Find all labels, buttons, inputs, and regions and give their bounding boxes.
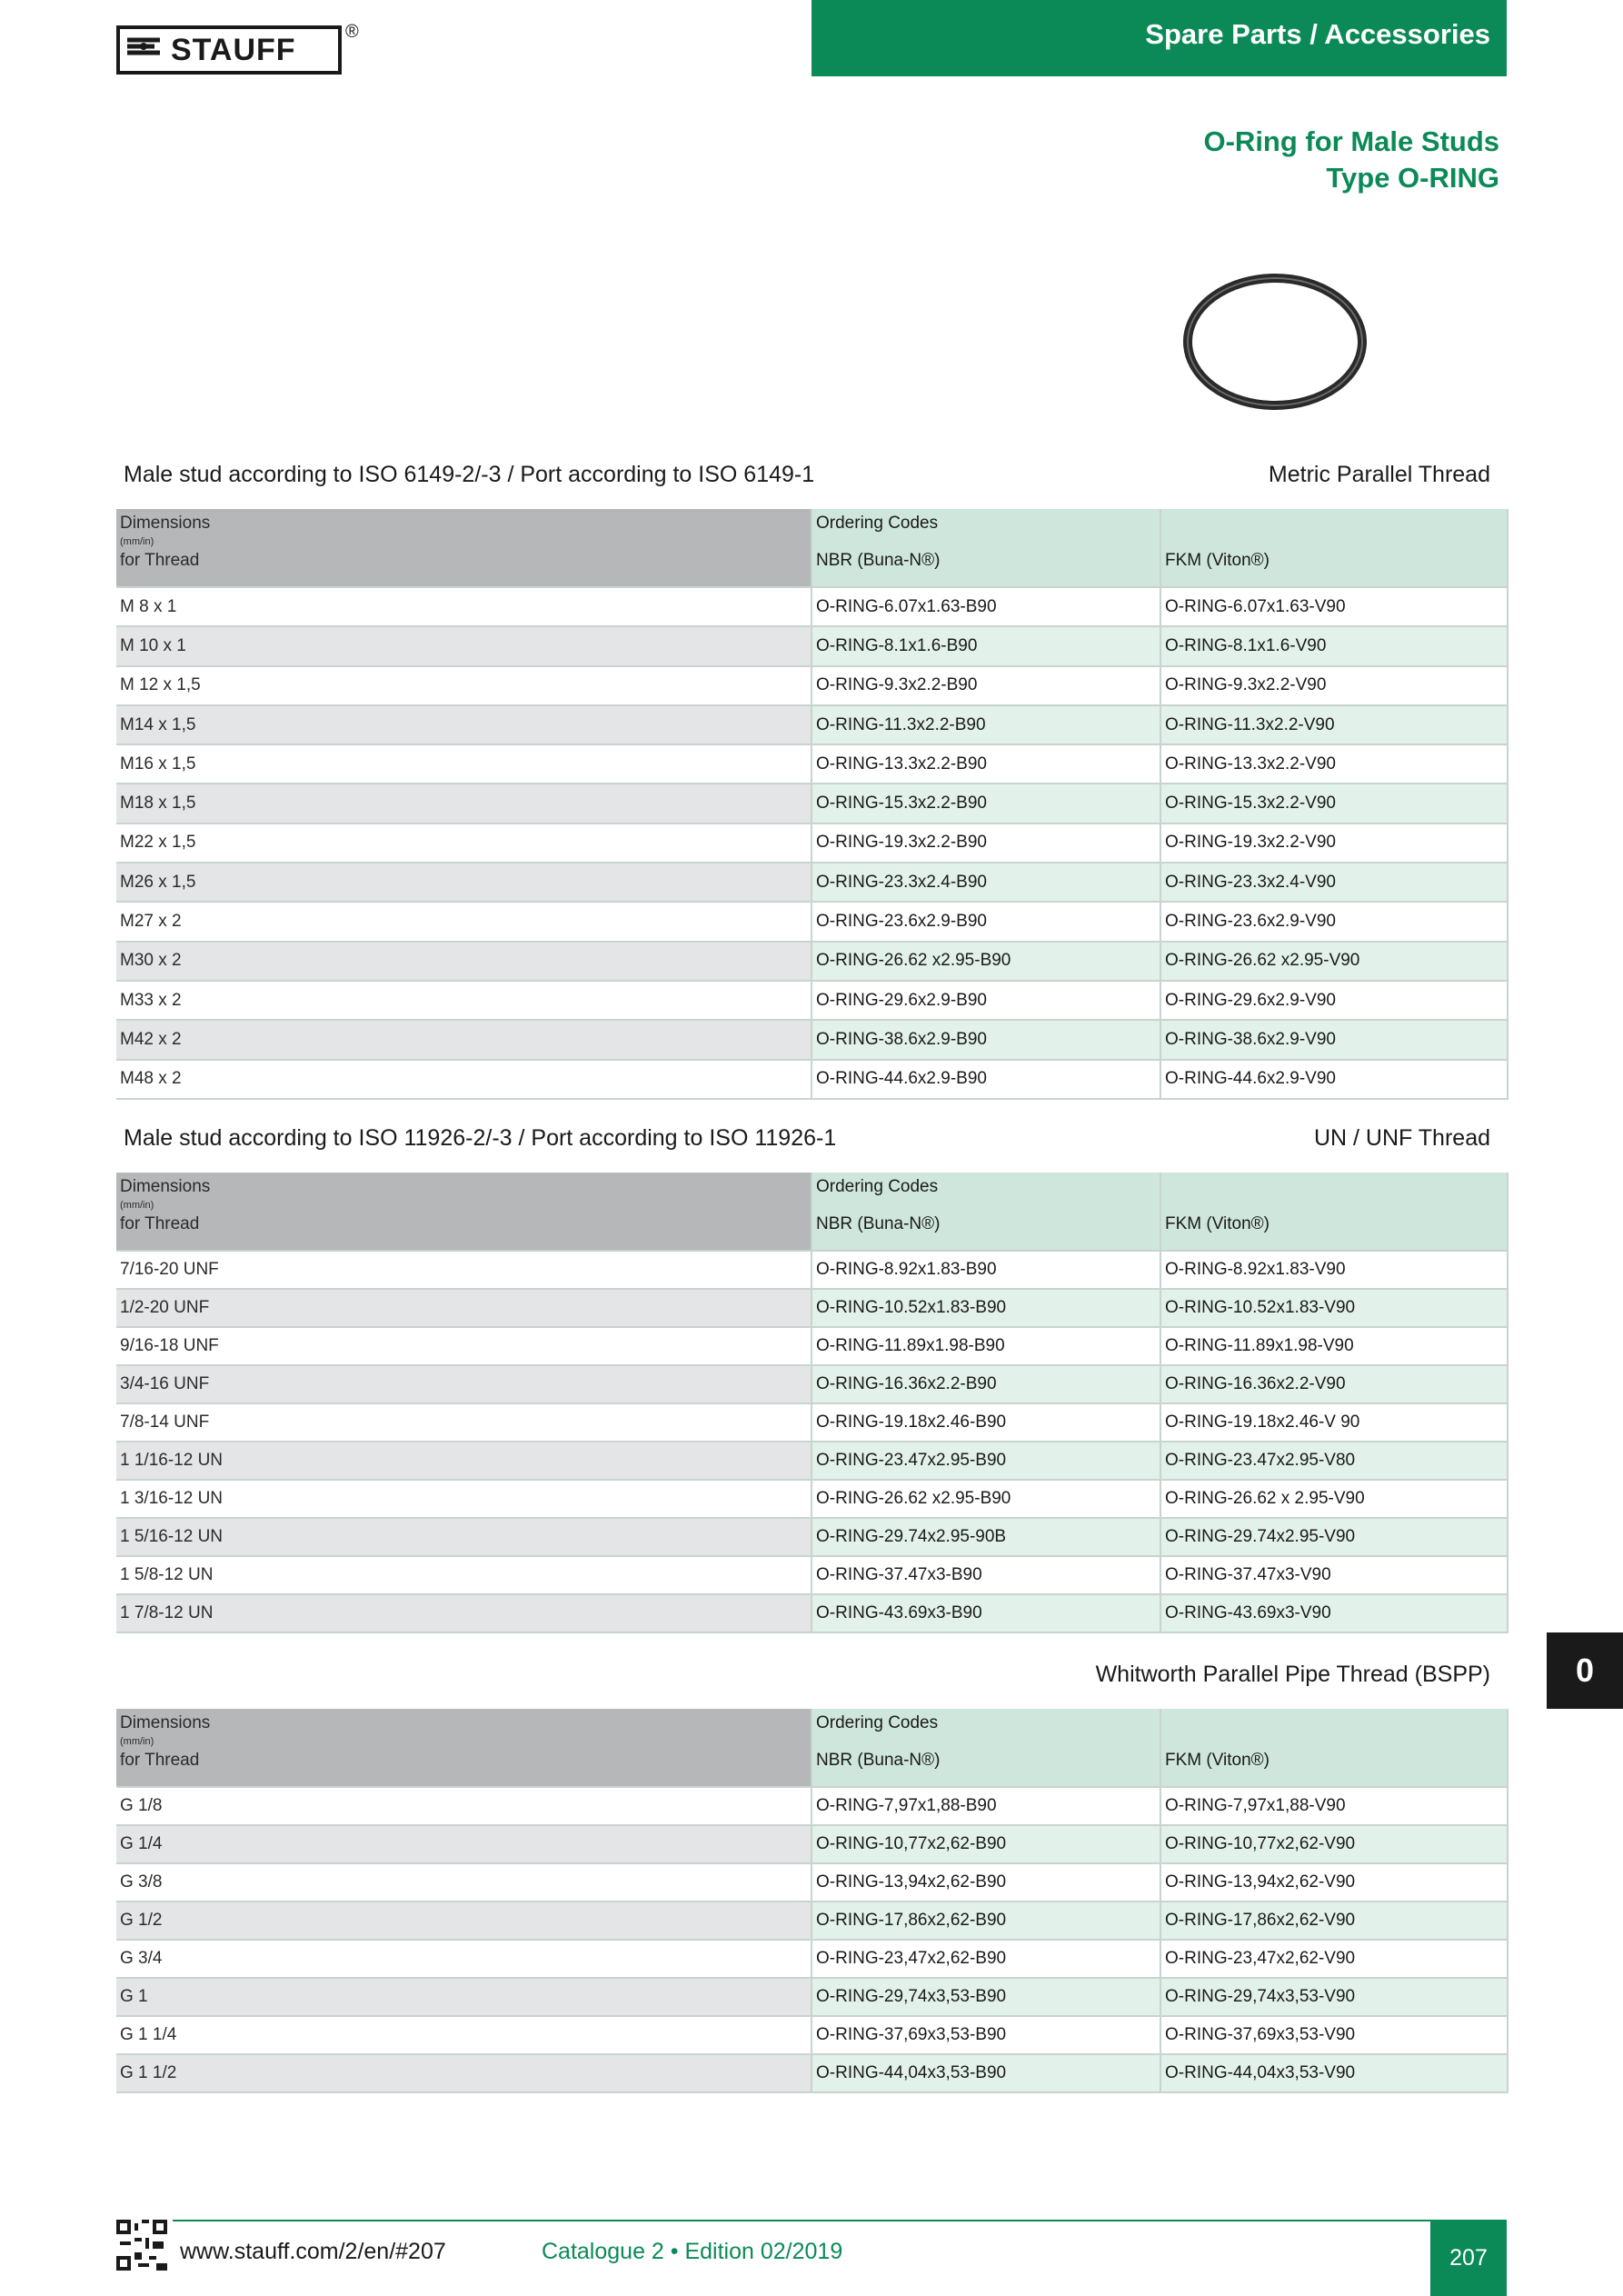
- fkm-code-cell: O-RING-10.52x1.83-V90: [1160, 1289, 1508, 1327]
- thread-size-cell: G 1: [116, 1978, 812, 2016]
- fkm-code-cell: O-RING-13.3x2.2-V90: [1160, 744, 1508, 784]
- thread-size-cell: G 1/8: [116, 1787, 812, 1825]
- fkm-code-cell: O-RING-11.89x1.98-V90: [1160, 1327, 1508, 1365]
- table-row: [116, 824, 1508, 863]
- table-row: [116, 1251, 1508, 1289]
- nbr-code-cell: O-RING-37.47x3-B90: [812, 1556, 1160, 1594]
- table-row: [116, 587, 1508, 626]
- nbr-code-cell: O-RING-13.3x2.2-B90: [812, 744, 1160, 784]
- product-title: [1204, 124, 1500, 196]
- fkm-code-cell: O-RING-26.62 x2.95-V90: [1160, 942, 1508, 981]
- fkm-code-cell: O-RING-8.92x1.83-V90: [1160, 1251, 1508, 1289]
- nbr-code-cell: O-RING-23.47x2.95-B90: [812, 1442, 1160, 1480]
- thread-size-cell: 1 1/16-12 UN: [116, 1442, 812, 1480]
- fkm-code-cell: O-RING-38.6x2.9-V90: [1160, 1020, 1508, 1059]
- thread-size-cell: G 3/4: [116, 1940, 812, 1978]
- table-row: [116, 2054, 1508, 2092]
- fkm-header: FKM (Viton®): [1160, 509, 1508, 587]
- thread-size-cell: M18 x 1,5: [116, 784, 812, 823]
- metric-thread-table: [116, 509, 1508, 1100]
- table-row: [116, 1518, 1508, 1556]
- table-row: [116, 1556, 1508, 1594]
- nbr-code-cell: O-RING-17,86x2,62-B90: [812, 1902, 1160, 1940]
- table-row: [116, 666, 1508, 705]
- table-row: [116, 1863, 1508, 1902]
- nbr-code-cell: O-RING-10,77x2,62-B90: [812, 1825, 1160, 1863]
- fkm-code-cell: O-RING-26.62 x 2.95-V90: [1160, 1480, 1508, 1518]
- fkm-code-cell: O-RING-16.36x2.2-V90: [1160, 1365, 1508, 1403]
- fkm-code-cell: O-RING-10,77x2,62-V90: [1160, 1825, 1508, 1863]
- table-row: [116, 2016, 1508, 2054]
- fkm-header: FKM (Viton®): [1160, 1709, 1508, 1787]
- thread-size-cell: M26 x 1,5: [116, 863, 812, 902]
- thread-size-cell: 1 5/8-12 UN: [116, 1556, 812, 1594]
- thread-size-cell: 1 7/8-12 UN: [116, 1594, 812, 1632]
- nbr-code-cell: O-RING-37,69x3,53-B90: [812, 2016, 1160, 2054]
- thread-size-cell: G 1 1/2: [116, 2054, 812, 2092]
- nbr-code-cell: O-RING-44,04x3,53-B90: [812, 2054, 1160, 2092]
- section-2-title: Male stud according to ISO 11926-2/-3 / Port according to ISO 11926-1: [124, 1125, 837, 1151]
- thread-size-cell: G 1 1/4: [116, 2016, 812, 2054]
- fkm-code-cell: O-RING-7,97x1,88-V90: [1160, 1787, 1508, 1825]
- nbr-code-cell: O-RING-29.74x2.95-90B: [812, 1518, 1160, 1556]
- nbr-code-cell: O-RING-8.92x1.83-B90: [812, 1251, 1160, 1289]
- table-row: [116, 1060, 1508, 1099]
- nbr-code-cell: O-RING-44.6x2.9-B90: [812, 1060, 1160, 1099]
- table-row: [116, 1787, 1508, 1825]
- table-row: [116, 902, 1508, 941]
- nbr-code-cell: O-RING-29.6x2.9-B90: [812, 981, 1160, 1020]
- table-row: [116, 705, 1508, 744]
- nbr-code-cell: O-RING-38.6x2.9-B90: [812, 1020, 1160, 1059]
- table-row: [116, 744, 1508, 784]
- qr-code-icon: [116, 2220, 167, 2271]
- table-row: [116, 1289, 1508, 1327]
- chapter-tab: 0: [1547, 1632, 1623, 1709]
- fkm-code-cell: O-RING-15.3x2.2-V90: [1160, 784, 1508, 823]
- nbr-code-cell: O-RING-43.69x3-B90: [812, 1594, 1160, 1632]
- thread-size-cell: M16 x 1,5: [116, 744, 812, 784]
- fkm-code-cell: O-RING-17,86x2,62-V90: [1160, 1902, 1508, 1940]
- thread-size-cell: M 8 x 1: [116, 587, 812, 626]
- fkm-code-cell: O-RING-19.3x2.2-V90: [1160, 824, 1508, 863]
- nbr-code-cell: O-RING-7,97x1,88-B90: [812, 1787, 1160, 1825]
- dimensions-header: Dimensions (mm/in) for Thread: [116, 1173, 812, 1251]
- thread-size-cell: 1 5/16-12 UN: [116, 1518, 812, 1556]
- thread-size-cell: M 10 x 1: [116, 626, 812, 665]
- fkm-code-cell: O-RING-37,69x3,53-V90: [1160, 2016, 1508, 2054]
- thread-size-cell: G 1/4: [116, 1825, 812, 1863]
- table-row: [116, 863, 1508, 902]
- footer-catalogue-edition: Catalogue 2 • Edition 02/2019: [542, 2239, 843, 2264]
- nbr-code-cell: O-RING-8.1x1.6-B90: [812, 626, 1160, 665]
- table-row: [116, 1902, 1508, 1940]
- fkm-code-cell: O-RING-29.6x2.9-V90: [1160, 981, 1508, 1020]
- thread-size-cell: 7/16-20 UNF: [116, 1251, 812, 1289]
- nbr-code-cell: O-RING-9.3x2.2-B90: [812, 666, 1160, 705]
- section-2-thread-type: UN / UNF Thread: [1313, 1125, 1490, 1151]
- fkm-code-cell: O-RING-43.69x3-V90: [1160, 1594, 1508, 1632]
- nbr-code-cell: O-RING-29,74x3,53-B90: [812, 1978, 1160, 2016]
- dimensions-header: Dimensions (mm/in) for Thread: [116, 1709, 812, 1787]
- fkm-code-cell: O-RING-29,74x3,53-V90: [1160, 1978, 1508, 2016]
- bspp-thread-table: [116, 1709, 1508, 2093]
- thread-size-cell: 1 3/16-12 UN: [116, 1480, 812, 1518]
- thread-size-cell: M14 x 1,5: [116, 705, 812, 744]
- fkm-code-cell: O-RING-29.74x2.95-V90: [1160, 1518, 1508, 1556]
- thread-size-cell: 7/8-14 UNF: [116, 1403, 812, 1442]
- nbr-code-cell: O-RING-16.36x2.2-B90: [812, 1365, 1160, 1403]
- logo-registered-mark: ®: [345, 22, 359, 42]
- logo-text: STAUFF: [171, 33, 296, 67]
- logo-mark-icon: [124, 33, 164, 60]
- nbr-code-cell: O-RING-19.3x2.2-B90: [812, 824, 1160, 863]
- table-row: [116, 1594, 1508, 1632]
- section-3-thread-type: Whitworth Parallel Pipe Thread (BSPP): [1095, 1662, 1490, 1687]
- table-row: [116, 981, 1508, 1020]
- table-row: [116, 1020, 1508, 1059]
- unf-thread-table: [116, 1173, 1508, 1633]
- table-row: [116, 942, 1508, 981]
- page-number: 207: [1430, 2220, 1507, 2296]
- nbr-code-cell: O-RING-13,94x2,62-B90: [812, 1863, 1160, 1902]
- category-title: Spare Parts / Accessories: [1145, 18, 1490, 50]
- table-row: [116, 1825, 1508, 1863]
- footer-rule: [173, 2220, 1432, 2221]
- fkm-code-cell: O-RING-23.3x2.4-V90: [1160, 863, 1508, 902]
- thread-size-cell: M22 x 1,5: [116, 824, 812, 863]
- table-row: [116, 1940, 1508, 1978]
- nbr-header: Ordering Codes NBR (Buna-N®): [812, 1173, 1160, 1251]
- fkm-code-cell: O-RING-6.07x1.63-V90: [1160, 587, 1508, 626]
- fkm-code-cell: O-RING-23,47x2,62-V90: [1160, 1940, 1508, 1978]
- footer-url-link[interactable]: www.stauff.com/2/en/#207: [180, 2239, 446, 2264]
- table-row: [116, 1327, 1508, 1365]
- table-row: [116, 1480, 1508, 1518]
- fkm-code-cell: O-RING-37.47x3-V90: [1160, 1556, 1508, 1594]
- fkm-code-cell: O-RING-23.6x2.9-V90: [1160, 902, 1508, 941]
- section-1-thread-type: Metric Parallel Thread: [1268, 462, 1490, 487]
- fkm-code-cell: O-RING-23.47x2.95-V80: [1160, 1442, 1508, 1480]
- o-ring-image: [1180, 269, 1370, 414]
- thread-size-cell: M30 x 2: [116, 942, 812, 981]
- thread-size-cell: G 1/2: [116, 1902, 812, 1940]
- thread-size-cell: M33 x 2: [116, 981, 812, 1020]
- nbr-code-cell: O-RING-11.89x1.98-B90: [812, 1327, 1160, 1365]
- dimensions-header: Dimensions (mm/in) for Thread: [116, 509, 812, 587]
- thread-size-cell: 3/4-16 UNF: [116, 1365, 812, 1403]
- stauff-logo: [116, 24, 360, 76]
- nbr-code-cell: O-RING-15.3x2.2-B90: [812, 784, 1160, 823]
- thread-size-cell: M27 x 2: [116, 902, 812, 941]
- thread-size-cell: M48 x 2: [116, 1060, 812, 1099]
- product-title-line1: O-Ring for Male Studs: [1203, 125, 1499, 157]
- nbr-code-cell: O-RING-19.18x2.46-B90: [812, 1403, 1160, 1442]
- nbr-code-cell: O-RING-23.6x2.9-B90: [812, 902, 1160, 941]
- nbr-code-cell: O-RING-23,47x2,62-B90: [812, 1940, 1160, 1978]
- fkm-code-cell: O-RING-11.3x2.2-V90: [1160, 705, 1508, 744]
- thread-size-cell: 1/2-20 UNF: [116, 1289, 812, 1327]
- table-row: [116, 1978, 1508, 2016]
- fkm-code-cell: O-RING-9.3x2.2-V90: [1160, 666, 1508, 705]
- thread-size-cell: M42 x 2: [116, 1020, 812, 1059]
- nbr-code-cell: O-RING-10.52x1.83-B90: [812, 1289, 1160, 1327]
- table-row: [116, 626, 1508, 665]
- nbr-code-cell: O-RING-6.07x1.63-B90: [812, 587, 1160, 626]
- fkm-code-cell: O-RING-44,04x3,53-V90: [1160, 2054, 1508, 2092]
- thread-size-cell: G 3/8: [116, 1863, 812, 1902]
- fkm-header: FKM (Viton®): [1160, 1173, 1508, 1251]
- fkm-code-cell: O-RING-44.6x2.9-V90: [1160, 1060, 1508, 1099]
- nbr-code-cell: O-RING-23.3x2.4-B90: [812, 863, 1160, 902]
- table-row: [116, 784, 1508, 823]
- thread-size-cell: 9/16-18 UNF: [116, 1327, 812, 1365]
- table-row: [116, 1442, 1508, 1480]
- section-1-title: Male stud according to ISO 6149-2/-3 / Port according to ISO 6149-1: [124, 462, 815, 487]
- product-title-line2: Type O-RING: [1326, 162, 1499, 194]
- thread-size-cell: M 12 x 1,5: [116, 666, 812, 705]
- nbr-code-cell: O-RING-11.3x2.2-B90: [812, 705, 1160, 744]
- nbr-header: Ordering Codes NBR (Buna-N®): [812, 1709, 1160, 1787]
- fkm-code-cell: O-RING-19.18x2.46-V 90: [1160, 1403, 1508, 1442]
- nbr-code-cell: O-RING-26.62 x2.95-B90: [812, 1480, 1160, 1518]
- table-row: [116, 1365, 1508, 1403]
- nbr-code-cell: O-RING-26.62 x2.95-B90: [812, 942, 1160, 981]
- nbr-header: Ordering Codes NBR (Buna-N®): [812, 509, 1160, 587]
- table-row: [116, 1403, 1508, 1442]
- fkm-code-cell: O-RING-13,94x2,62-V90: [1160, 1863, 1508, 1902]
- category-header: [812, 0, 1507, 76]
- fkm-code-cell: O-RING-8.1x1.6-V90: [1160, 626, 1508, 665]
